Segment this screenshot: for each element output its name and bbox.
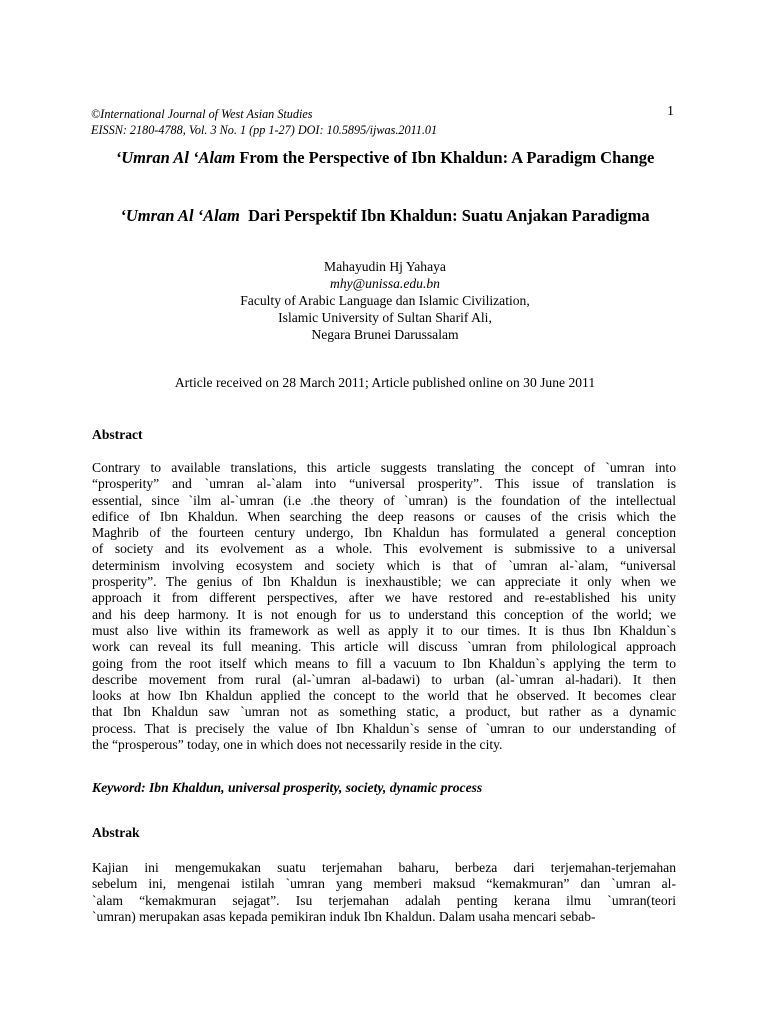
text-line: approach it from different perspectives, after we have restored and re-established his unity: [92, 590, 676, 606]
article-title-english: [92, 148, 678, 168]
article-title-malay: [92, 206, 678, 226]
title-malay-italic-term: ‘Umran Al ‘Alam: [120, 206, 240, 225]
journal-name: ©International Journal of West Asian Studies: [91, 107, 313, 121]
text-line: essential, since `ilm al-`umran (i.e .the theory of `umran) is the foundation of the intellectual: [92, 492, 676, 508]
title-italic-term: ‘Umran Al ‘Alam: [115, 148, 236, 167]
text-line: process. That is precisely the value of Ibn Khaldun`s sense of `umran to our understanding of: [92, 720, 676, 736]
author-block: [92, 258, 678, 343]
abstrak-body: [92, 860, 676, 925]
author-affiliation-university: Islamic University of Sultan Sharif Ali,: [278, 310, 492, 325]
journal-header: [91, 106, 681, 138]
title-rest: From the Perspective of Ibn Khaldun: A Paradigm Change: [235, 148, 655, 167]
text-line: Maghrib of the fourteen century undergo, Ibn Khaldun has formulated a general conception: [92, 525, 676, 541]
text-line: Contrary to available translations, this article suggests translating the concept of `umran into: [92, 460, 676, 475]
text-line: determinism involving ecosystem and society which is that of `umran al-`alam, “universal: [92, 557, 676, 573]
author-affiliation-country: Negara Brunei Darussalam: [311, 327, 459, 342]
text-line: looks at how Ibn Khaldun applied the concept to the world that he observed. It becomes clear: [92, 688, 676, 704]
abstrak-heading: Abstrak: [92, 825, 140, 840]
text-line: describe movement from rural (al-`umran al-badawi) to urban (al-`umran al-hadari). It then: [92, 671, 676, 687]
journal-issn-doi: EISSN: 2180-4788, Vol. 3 No. 1 (pp 1-27) DOI: 10.5895/ijwas.2011.01: [91, 123, 438, 137]
text-line: work can reveal its full meaning. This article will discuss `umran from philological approach: [92, 639, 676, 655]
text-line: `alam “kemakmuran sejagat”. Isu terjemahan adalah penting kerana ilmu `umran(teori: [92, 892, 676, 908]
author-affiliation-faculty: Faculty of Arabic Language dan Islamic Civilization,: [240, 293, 530, 308]
text-line: edifice of Ibn Khaldun. When searching the deep reasons or causes of the crisis which the: [92, 508, 676, 524]
keywords: Keyword: Ibn Khaldun, universal prosperity, society, dynamic process: [92, 780, 483, 795]
text-line: sebelum ini, mengenai istilah `umran yang memberi maksud “kemakmuran” dan `umran al-: [92, 876, 676, 892]
author-name: Mahayudin Hj Yahaya: [324, 259, 446, 274]
abstract-heading: Abstract: [92, 427, 143, 442]
text-line: and his deep harmony. It is not enough for us to understand this conception of the world; we: [92, 606, 676, 622]
abstract-body: [92, 460, 676, 753]
text-line: going from the root itself which means to fill a vacuum to Ibn Khaldun`s applying the term to: [92, 655, 676, 671]
title-malay-rest: Dari Perspektif Ibn Khaldun: Suatu Anjakan Paradigma: [239, 206, 650, 225]
text-line: `umran) merupakan asas kepada pemikiran induk Ibn Khaldun. Dalam usaha mencari sebab-: [92, 908, 596, 924]
text-line: that Ibn Khaldun saw `umran not as something static, a product, but rather as a dynamic: [92, 704, 676, 720]
page-number: 1: [667, 104, 674, 119]
text-line: must also live within its framework as well as apply it to our times. It is thus Ibn Khaldun`s: [92, 622, 676, 638]
author-email: mhy@unissa.edu.bn: [330, 276, 440, 291]
text-line: Kajian ini mengemukakan suatu terjemahan baharu, berbeza dari terjemahan-terjemahan: [92, 860, 676, 875]
article-dates: Article received on 28 March 2011; Article published online on 30 June 2011: [174, 375, 596, 390]
text-line: the “prosperous” today, one in which does not necessarily reside in the city.: [92, 737, 503, 753]
text-line: prosperity”. The genius of Ibn Khaldun is inexhaustible; we can appreciate it only when we: [92, 574, 676, 590]
text-line: “prosperity” and `umran al-`alam into “universal prosperity”. This issue of translation is: [92, 476, 676, 492]
text-line: of society and its evolvement as a whole. This evolvement is submissive to a universal: [92, 541, 676, 557]
